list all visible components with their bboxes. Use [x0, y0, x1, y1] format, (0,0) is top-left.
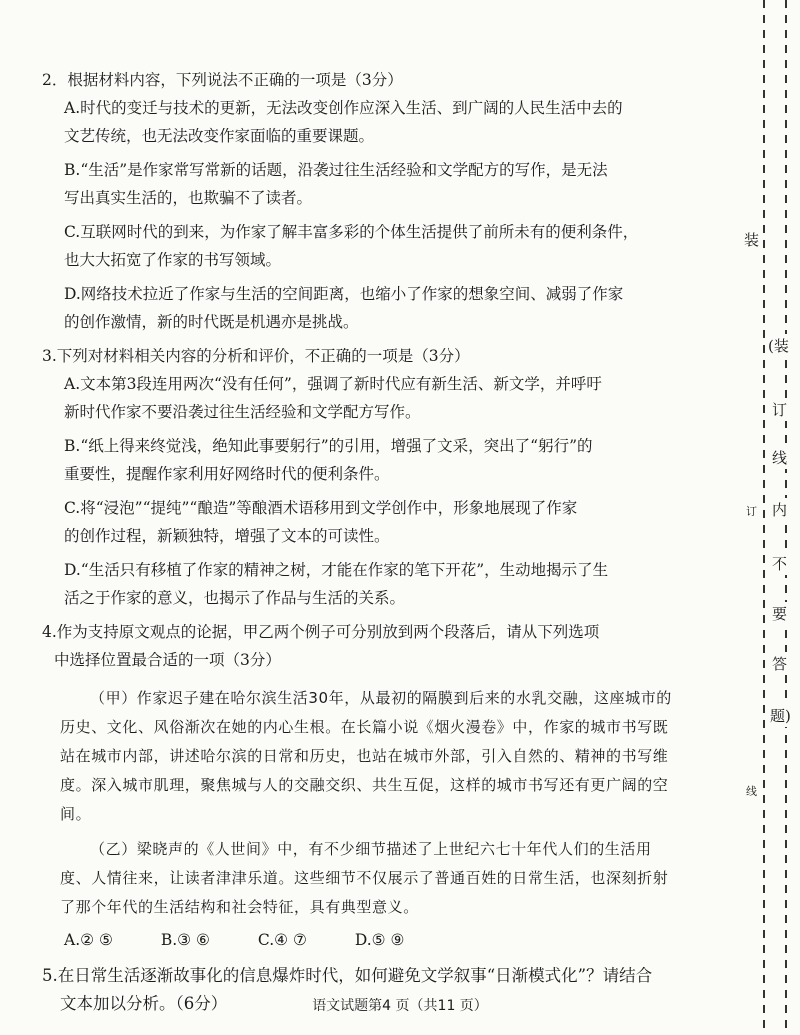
- option-line: 也大大拓宽了作家的书写领域。: [64, 251, 282, 269]
- binding-label-char: 不: [772, 552, 787, 575]
- question-4-stem-cont: 中选择位置最合适的一项（3分）: [54, 651, 281, 669]
- answer-d: D.⑤ ⑨: [354, 931, 405, 949]
- option-line: 的创作激情，新的时代既是机遇亦是挑战。: [64, 313, 359, 331]
- answer-c: C.④ ⑦: [257, 931, 307, 949]
- question-2-option-b: [64, 156, 682, 212]
- answer-b: B.③ ⑥: [160, 931, 210, 949]
- option-line: 文艺传统，也无法改变作家面临的重要课题。: [64, 127, 375, 145]
- question-4: [42, 618, 682, 954]
- option-line: C.互联网时代的到来，为作家了解丰富多彩的个体生活提供了前所未有的便利条件，: [64, 223, 639, 241]
- question-4-answers: [64, 926, 682, 954]
- question-2-option-c: [64, 218, 682, 274]
- question-3-option-a: [64, 370, 682, 426]
- binding-label-char: 答: [772, 652, 787, 675]
- option-line: A.文本第3段连用两次“没有任何”，强调了新时代应有新生活、新文学，并呼吁: [64, 375, 602, 393]
- option-line: 新时代作家不要沿袭过往生活经验和文学配方写作。: [64, 403, 421, 421]
- option-line: D.“生活只有移植了作家的精神之树，才能在作家的笔下开花”，生动地揭示了生: [64, 561, 609, 579]
- option-line: B.“生活”是作家常写常新的话题，沿袭过往生活经验和文学配方的写作，是无法: [64, 161, 608, 179]
- exam-content: [42, 64, 682, 1024]
- option-line: A.时代的变迁与技术的更新，无法改变创作应深入生活、到广阔的人民生活中去的: [64, 99, 623, 117]
- passage-yi: （乙）梁晓声的《人世间》中，有不少细节描述了上世纪六七十年代人们的生活用度、人情往来，让读者津津乐道。这些细节不仅展示了普通百姓的日常生活，也深刻折射了那个年代的生活结构和社会特征，具有典型意义。: [60, 840, 669, 916]
- question-2: [42, 66, 682, 336]
- question-4-stem: 4.作为支持原文观点的论据，甲乙两个例子可分别放到两个段落后，请从下列选项: [42, 623, 600, 641]
- page-footer: 语文试题第4 页（共11 页）: [312, 998, 488, 1014]
- question-3-option-c: [64, 494, 682, 550]
- question-3-option-b: [64, 432, 682, 488]
- option-line: 写出真实生活的，也欺骗不了读者。: [64, 189, 313, 207]
- binding-label-char: 订: [772, 398, 787, 421]
- question-4-passages: [60, 684, 682, 922]
- binding-label-zhuang: 装: [744, 228, 759, 251]
- option-line: 的创作过程，新颖独特，增强了文本的可读性。: [64, 527, 390, 545]
- binding-label-char: 线: [772, 446, 787, 469]
- option-line: B.“纸上得来终觉浅，绝知此事要躬行”的引用，增强了文采，突出了“躬行”的: [64, 437, 593, 455]
- question-3: [42, 342, 682, 612]
- option-line: D.网络技术拉近了作家与生活的空间距离，也缩小了作家的想象空间、减弱了作家: [64, 285, 624, 303]
- question-3-option-d: [64, 556, 682, 612]
- binding-label-char: 要: [772, 602, 787, 625]
- question-5-stem: 5.在日常生活逐渐故事化的信息爆炸时代，如何避免文学叙事“日渐模式化”？请结合: [42, 966, 653, 985]
- binding-label-char: (装: [768, 334, 789, 357]
- question-2-stem: 2．根据材料内容，下列说法不正确的一项是（3分）: [42, 71, 403, 89]
- passage-jia: （甲）作家迟子建在哈尔滨生活30年，从最初的隔膜到后来的水乳交融，这座城市的历史、文化、风俗渐次在她的内心生根。在长篇小说《烟火漫卷》中，作家的城市书写既站在城市内部，讲述哈尔滨的日常和历史，也站在城市外部，引入自然的、精神的书写维度。深入城市肌理，聚焦城与人的交融交织、共生互促，这样的城市书写还有更广阔的空间。: [60, 689, 672, 823]
- binding-label-char: 题): [770, 704, 791, 727]
- question-2-option-a: [64, 94, 682, 150]
- binding-label-ding: 订: [746, 502, 757, 520]
- binding-label-xian: 线: [746, 782, 757, 800]
- question-3-stem: 3.下列对材料相关内容的分析和评价，不正确的一项是（3分）: [42, 347, 470, 365]
- option-line: C.将“浸泡”“提纯”“酿造”等酿酒术语移用到文学创作中，形象地展现了作家: [64, 499, 578, 517]
- option-line: 重要性，提醒作家利用好网络时代的便利条件。: [64, 465, 390, 483]
- answer-a: A.② ⑤: [64, 931, 113, 949]
- binding-margin: [744, 0, 800, 1035]
- question-5-stem-cont: 文本加以分析。（6分）: [60, 994, 228, 1013]
- question-2-option-d: [64, 280, 682, 336]
- option-line: 活之于作家的意义，也揭示了作品与生活的关系。: [64, 589, 406, 607]
- binding-label-char: 内: [772, 498, 787, 521]
